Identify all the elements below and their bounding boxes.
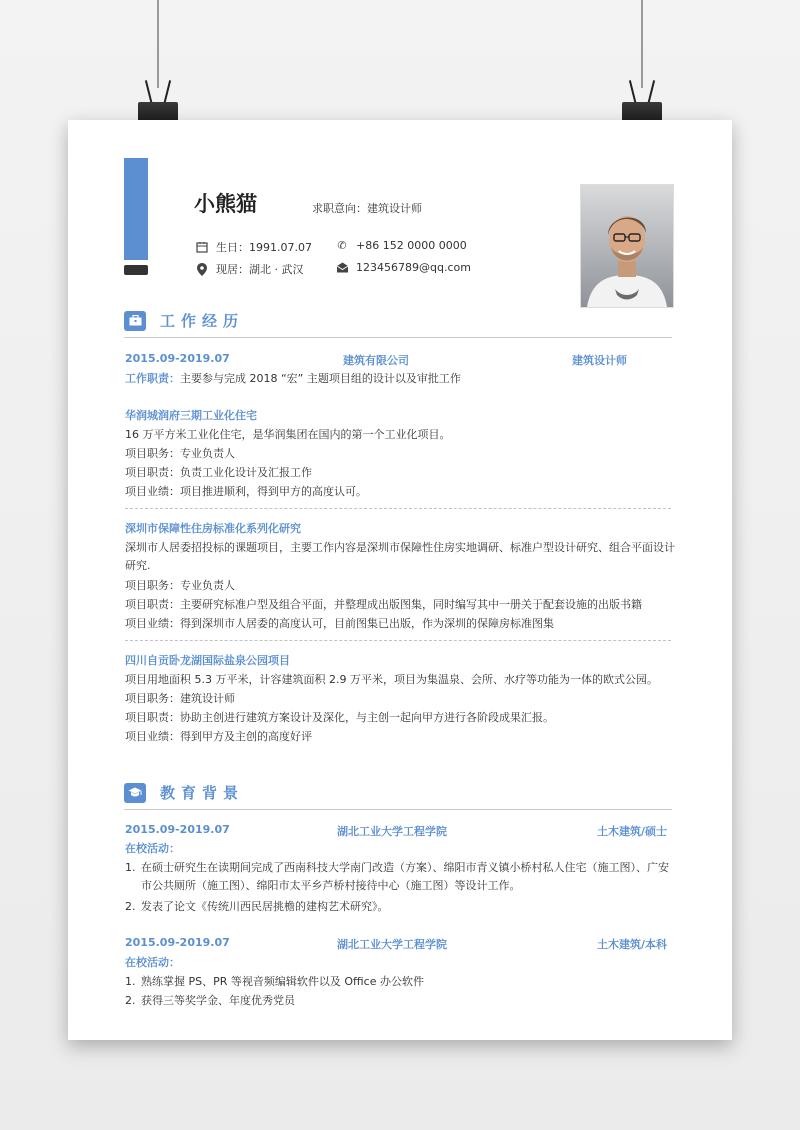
- project-line: 项目用地面积 5.3 万平米，计容建筑面积 2.9 万平米，项目为集温泉、会所、水疗等功能为一体的欧式公园。: [125, 673, 658, 686]
- work-duty: [125, 370, 675, 388]
- project-divider: [125, 640, 671, 641]
- work-duty-text: 主要参与完成 2018 “宏” 主题项目组的设计以及审批工作: [180, 372, 461, 385]
- project-divider: [125, 508, 671, 509]
- education-period: 2015.09-2019.07: [125, 823, 230, 836]
- work-duty-label: 工作职责：: [125, 372, 180, 385]
- activity-item: 1. 在硕士研究生在读期间完成了西南科技大学南门改造（方案）、绵阳市青义镇小桥村私人住宅（施工图）、广安市公共厕所（施工图）、绵阳市太平乡芦桥村接待中心（施工图）等设计工作。: [125, 861, 669, 892]
- hanging-wire-right: [641, 0, 643, 88]
- education-degree: 土木建筑/硕士: [597, 825, 668, 838]
- hanging-wire-left: [157, 0, 159, 88]
- project-title: 华润城润府三期工业化住宅: [125, 409, 257, 422]
- candidate-name: 小熊猫: [194, 192, 257, 216]
- project-title: 深圳市保障性住房标准化系列化研究: [125, 522, 301, 535]
- header-accent-tab: [124, 265, 148, 275]
- work-period: 2015.09-2019.07: [125, 352, 230, 365]
- mail-icon: [334, 262, 350, 273]
- phone-number: +86 152 0000 0000: [356, 239, 467, 252]
- residence-info: [194, 261, 304, 277]
- project-line: 项目职务：专业负责人: [125, 579, 235, 592]
- education-section-divider: [124, 809, 672, 810]
- education-section-header: [124, 782, 244, 803]
- activity-label: 在校活动：: [125, 842, 180, 855]
- birth-date: 生日：1991.07.07: [216, 241, 312, 254]
- resume-paper: [68, 120, 732, 1040]
- job-intent: 求职意向：建筑设计师: [312, 202, 422, 215]
- birth-info: [194, 239, 312, 255]
- location-pin-icon: [194, 263, 210, 276]
- phone-info: [334, 239, 467, 252]
- project-line: 16 万平方米工业化住宅，是华润集团在国内的第一个工业化项目。: [125, 428, 451, 441]
- profile-photo: [580, 184, 674, 308]
- project-line: 项目职务：建筑设计师: [125, 692, 235, 705]
- project-line: 项目职责：负责工业化设计及汇报工作: [125, 466, 312, 479]
- residence: 现居：湖北 · 武汉: [216, 263, 304, 276]
- activity-item: 2. 发表了论文《传统川西民居挑檐的建构艺术研究》。: [125, 900, 389, 913]
- email-info: [334, 261, 471, 274]
- activity-item: 2. 获得三等奖学金、年度优秀党员: [125, 994, 295, 1007]
- calendar-icon: [194, 241, 210, 253]
- education-section-title: 教育背景: [160, 784, 245, 802]
- project-line: 深圳市人居委招投标的课题项目，主要工作内容是深圳市保障性住房实地调研、标准户型设计研究、组合平面设计研究.: [125, 541, 675, 572]
- activity-item: 1. 熟练掌握 PS、PR 等视音频编辑软件以及 Office 办公软件: [125, 975, 424, 988]
- project-line: 项目业绩：得到深圳市人居委的高度认可，目前图集已出版，作为深圳的保障房标准图集: [125, 617, 554, 630]
- project-line: 项目职责：协助主创进行建筑方案设计及深化，与主创一起向甲方进行各阶段成果汇报。: [125, 711, 554, 724]
- education-school: 湖北工业大学工程学院: [337, 825, 447, 838]
- email-address: 123456789@qq.com: [356, 261, 471, 274]
- project-line: 项目职责：主要研究标准户型及组合平面，并整理成出版图集，同时编写其中一册关于配套设施的出版书籍: [125, 598, 642, 611]
- graduation-cap-icon: [124, 783, 146, 803]
- project-title: 四川自贡卧龙湖国际盐泉公园项目: [125, 654, 290, 667]
- education-degree: 土木建筑/本科: [597, 938, 668, 951]
- education-school: 湖北工业大学工程学院: [337, 938, 447, 951]
- briefcase-icon: [124, 311, 146, 331]
- activity-label: 在校活动：: [125, 956, 180, 969]
- project-line: 项目业绩：项目推进顺利，得到甲方的高度认可。: [125, 485, 367, 498]
- header-accent-bar: [124, 158, 148, 260]
- project-line: 项目职务：专业负责人: [125, 447, 235, 460]
- work-position: 建筑设计师: [572, 354, 627, 367]
- phone-icon: ✆: [337, 239, 347, 252]
- project-line: 项目业绩：得到甲方及主创的高度好评: [125, 730, 312, 743]
- work-company: 建筑有限公司: [343, 354, 409, 367]
- work-section-divider: [124, 337, 672, 338]
- education-period: 2015.09-2019.07: [125, 936, 230, 949]
- work-section-header: [124, 310, 244, 331]
- work-section-title: 工作经历: [160, 312, 245, 330]
